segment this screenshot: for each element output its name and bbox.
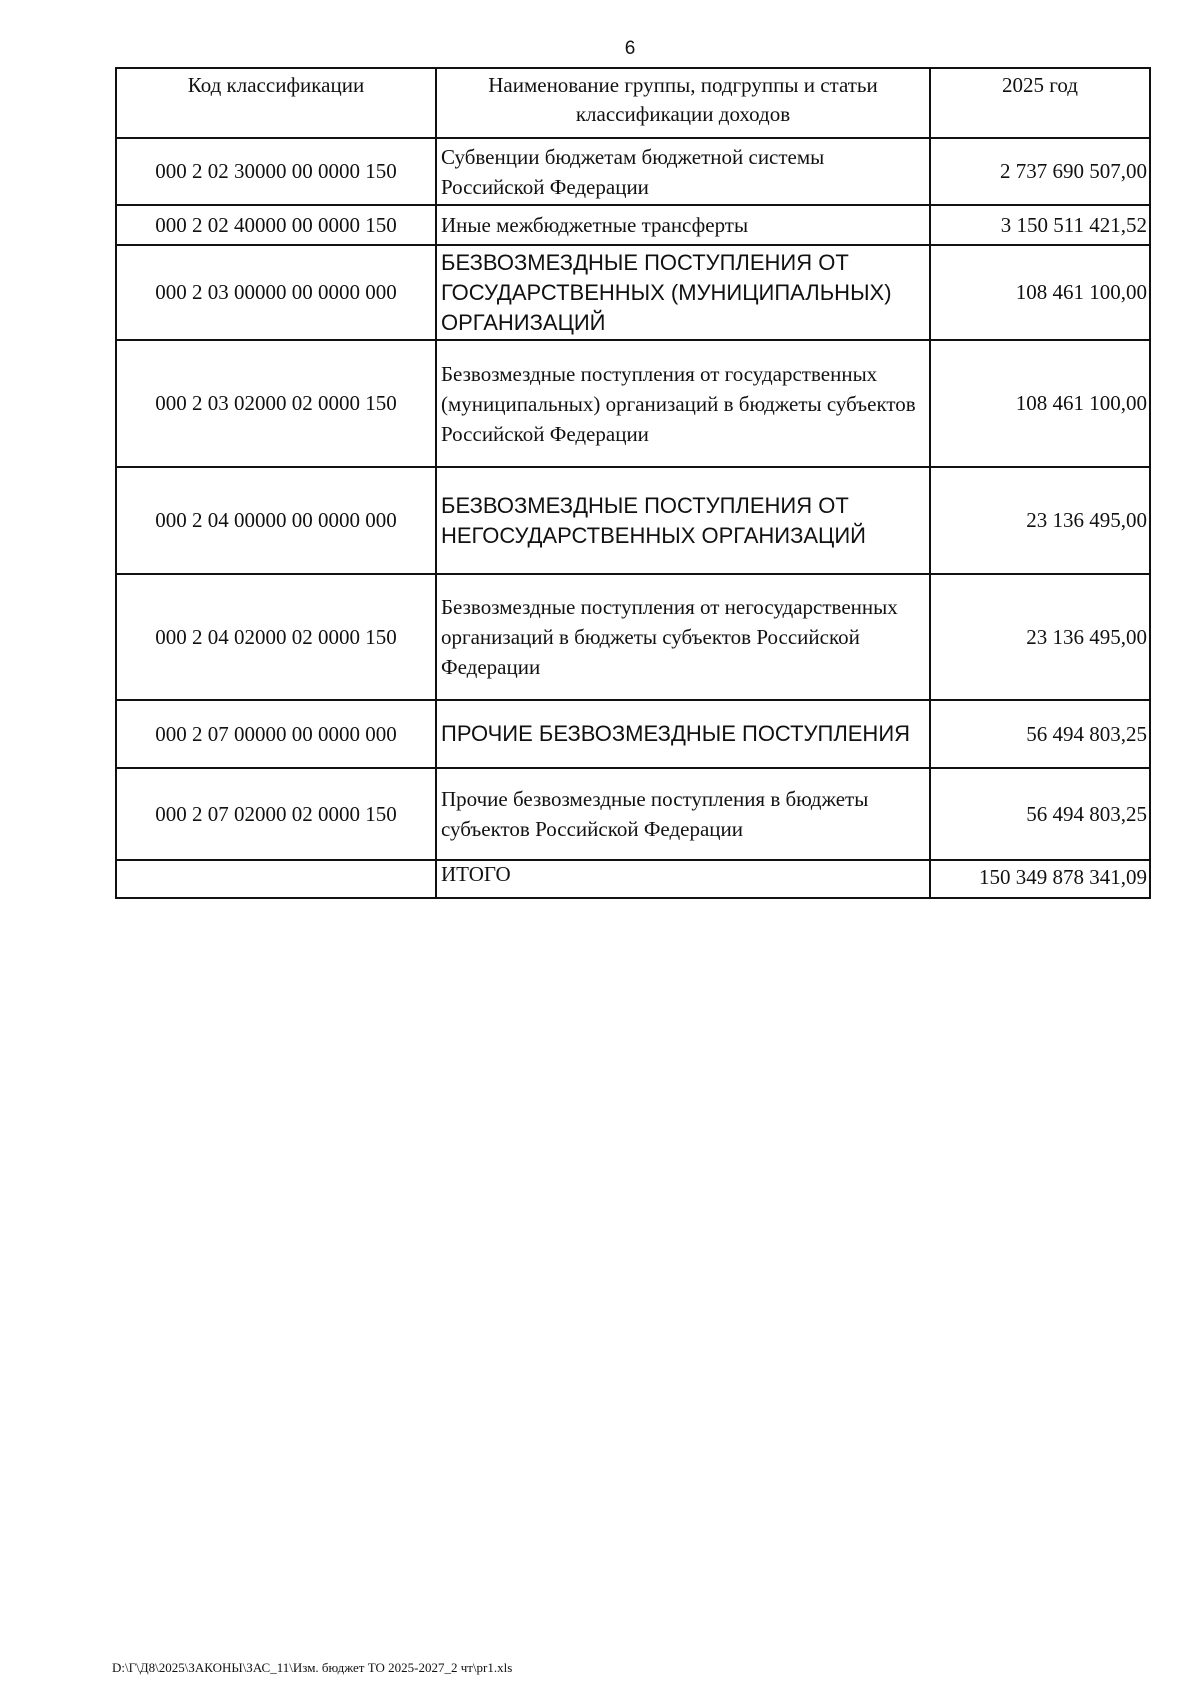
row-value: 2 737 690 507,00	[930, 138, 1150, 205]
row-code: 000 2 02 30000 00 0000 150	[116, 138, 436, 205]
table-header-row	[116, 68, 1150, 138]
row-name: Субвенции бюджетам бюджетной системы Российской Федерации	[436, 138, 930, 205]
table-row	[116, 700, 1150, 768]
row-name: Прочие безвозмездные поступления в бюджеты субъектов Российской Федерации	[436, 768, 930, 860]
table-row	[116, 574, 1150, 700]
total-label: ИТОГО	[436, 860, 930, 898]
total-value: 150 349 878 341,09	[930, 860, 1150, 898]
row-name: БЕЗВОЗМЕЗДНЫЕ ПОСТУПЛЕНИЯ ОТ НЕГОСУДАРСТВЕННЫХ ОРГАНИЗАЦИЙ	[436, 467, 930, 574]
row-value: 108 461 100,00	[930, 340, 1150, 467]
row-code: 000 2 07 00000 00 0000 000	[116, 700, 436, 768]
total-row	[116, 860, 1150, 898]
table-row	[116, 205, 1150, 245]
row-code: 000 2 03 00000 00 0000 000	[116, 245, 436, 340]
table-row	[116, 340, 1150, 467]
table-row	[116, 467, 1150, 574]
total-code-empty	[116, 860, 436, 898]
file-path-footer: D:\Г\Д8\2025\ЗАКОНЫ\ЗАС_11\Изм. бюджет ТО 2025-2027_2 чт\pr1.xls	[112, 1660, 513, 1675]
row-name: Иные межбюджетные трансферты	[436, 205, 930, 245]
row-name: Безвозмездные поступления от государственных (муниципальных) организаций в бюджеты субъектов Российской Федерации	[436, 340, 930, 467]
row-value: 108 461 100,00	[930, 245, 1150, 340]
table-row	[116, 245, 1150, 340]
row-name: БЕЗВОЗМЕЗДНЫЕ ПОСТУПЛЕНИЯ ОТ ГОСУДАРСТВЕННЫХ (МУНИЦИПАЛЬНЫХ) ОРГАНИЗАЦИЙ	[436, 245, 930, 340]
row-code: 000 2 02 40000 00 0000 150	[116, 205, 436, 245]
row-name: Безвозмездные поступления от негосударственных организаций в бюджеты субъектов Российской Федерации	[436, 574, 930, 700]
row-value: 23 136 495,00	[930, 574, 1150, 700]
row-code: 000 2 04 02000 02 0000 150	[116, 574, 436, 700]
row-code: 000 2 07 02000 02 0000 150	[116, 768, 436, 860]
row-code: 000 2 03 02000 02 0000 150	[116, 340, 436, 467]
row-value: 56 494 803,25	[930, 768, 1150, 860]
table-row	[116, 138, 1150, 205]
page-number: 6	[624, 38, 636, 59]
row-code: 000 2 04 00000 00 0000 000	[116, 467, 436, 574]
header-code: Код классификации	[116, 68, 436, 138]
table-row	[116, 768, 1150, 860]
row-name: ПРОЧИЕ БЕЗВОЗМЕЗДНЫЕ ПОСТУПЛЕНИЯ	[436, 700, 930, 768]
row-value: 56 494 803,25	[930, 700, 1150, 768]
row-value: 23 136 495,00	[930, 467, 1150, 574]
header-year: 2025 год	[930, 68, 1150, 138]
header-name: Наименование группы, подгруппы и статьи классификации доходов	[436, 68, 930, 138]
row-value: 3 150 511 421,52	[930, 205, 1150, 245]
revenue-table	[115, 67, 1151, 899]
